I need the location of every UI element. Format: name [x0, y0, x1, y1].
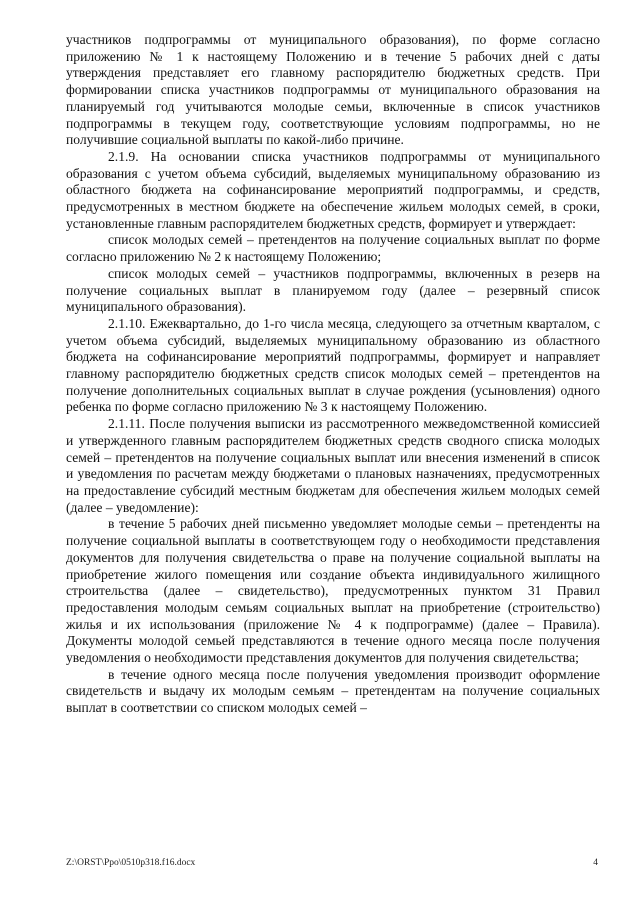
document-body [66, 32, 600, 717]
footer-file-path: Z:\ORST\Ppo\0510p318.f16.docx [66, 858, 196, 868]
paragraph-2-1-9: 2.1.9. На основании списка участников подпрограммы от муниципального образования с учетом объема субсидий, выделяемых муниципальному образованию из областного бюджета на софинансирование мероприятий подпрограммы, и средств, предусмотренных в местном бюджете на обеспечение жильем молодых семей, в сроки, установленные главным распорядителем бюджетных средств, формирует и утверждает: [66, 148, 600, 231]
paragraph-notify-families: в течение 5 рабочих дней письменно уведомляет молодые семьи – претенденты на получение социальной выплаты в соответствующем году о необходимости представления документов для получения свидетельства о праве на получение социальной выплаты на приобретение жилого помещения или создание объекта индивидуального жилищного строительства (далее – свидетельство), предусмотренных пунктом 31 Правил предоставления молодым семьям социальных выплат на приобретение (строительство) жилья и их использования (приложение № 4 к подпрограмме) (далее – Правила). Документы молодой семьей представляются в течение одного месяца после получения уведомления о необходимости представления документов для получения свидетельства; [66, 516, 600, 666]
paragraph-list-reserve: список молодых семей – участников подпрограммы, включенных в резерв на получение социальных выплат в планируемом году (далее – резервный список муниципального образования). [66, 265, 600, 315]
paragraph-2-1-10: 2.1.10. Ежеквартально, до 1-го числа месяца, следующего за отчетным кварталом, с учетом объема субсидий, выделяемых муниципальному образованию из областного бюджета на софинансирование мероприятий подпрограммы, формирует и направляет главному распорядителю бюджетных средств список молодых семей – претендентов на получение дополнительных социальных выплат в случае рождения (усыновления) одного ребенка по форме согласно приложению № 3 к настоящему Положению. [66, 315, 600, 415]
paragraph-2-1-11: 2.1.11. После получения выписки из рассмотренного межведомственной комиссией и утвержденного главным распорядителем бюджетных средств сводного списка молодых семей – претендентов на получение социальных выплат или внесения изменений в список и уведомления по расчетам между бюджетами о плановых назначениях, предусмотренных на предоставление субсидий местным бюджетам для обеспечения жильем молодых семей (далее – уведомление): [66, 416, 600, 515]
paragraph-issue-certificates: в течение одного месяца после получения уведомления производит оформление свидетельств и выдачу их молодым семьям – претендентам на получение социальных выплат в соответствии со списком молодых семей – [66, 666, 600, 716]
paragraph-continuation: участников подпрограммы от муниципального образования), по форме согласно приложению № 1 к настоящему Положению и в течение 5 рабочих дней с даты утверждения представляет его главному распорядителю бюджетных средств. При формировании списка участников подпрограммы от муниципального образования на планируемый год учитываются молодые семьи, включенные в список участников подпрограммы в текущем году, соответствующие условиям подпрограммы, но не получившие социальной выплаты по какой-либо причине. [66, 32, 600, 148]
paragraph-list-claimants: список молодых семей – претендентов на получение социальных выплат по форме согласно приложению № 2 к настоящему Положению; [66, 232, 600, 265]
page-number: 4 [593, 858, 598, 868]
